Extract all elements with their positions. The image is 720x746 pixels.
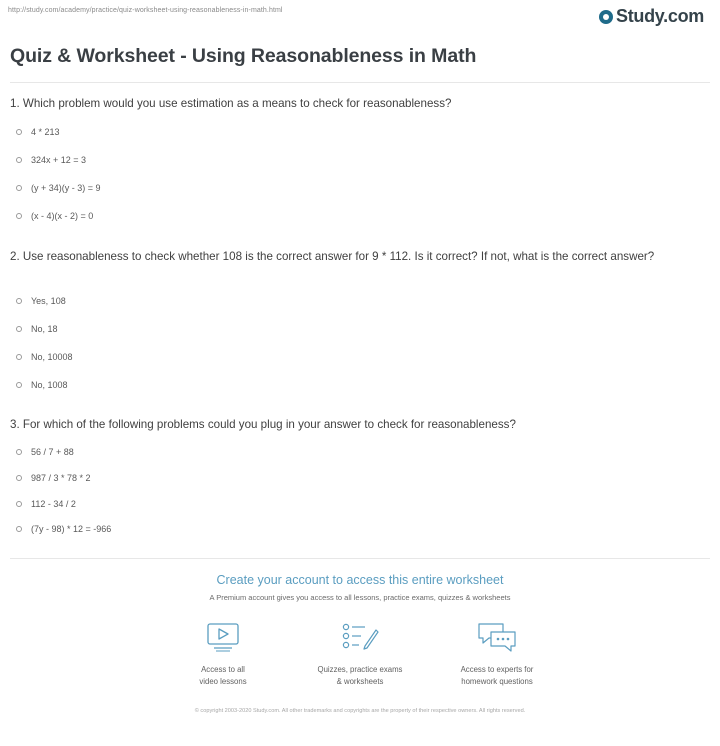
question-1-option-3[interactable]: [16, 182, 101, 194]
question-3-option-3[interactable]: [16, 498, 76, 510]
question-1-text: 1. Which problem would you use estimation as a means to check for reasonableness?: [10, 97, 452, 110]
option-label: (7y - 98) * 12 = -966: [31, 524, 112, 534]
question-2-text: 2. Use reasonableness to check whether 108 is the correct answer for 9 * 112. Is it correct? If not, what is the correct answer?: [10, 250, 655, 263]
radio-button-icon[interactable]: [16, 298, 22, 304]
radio-button-icon[interactable]: [16, 157, 22, 163]
title-divider: [10, 82, 710, 83]
logo-icon: [599, 10, 613, 24]
option-label: 56 / 7 + 88: [31, 447, 74, 457]
source-url: http://study.com/academy/practice/quiz-worksheet-using-reasonableness-in-math.html: [8, 7, 283, 14]
option-label: 4 * 213: [31, 127, 60, 137]
radio-button-icon[interactable]: [16, 354, 22, 360]
question-3-option-1[interactable]: [16, 446, 74, 458]
cta-subtitle: A Premium account gives you access to all lessons, practice exams, quizzes & worksheets: [209, 593, 511, 602]
option-label: No, 10008: [31, 352, 73, 362]
question-1-option-2[interactable]: [16, 154, 86, 166]
option-label: 112 - 34 / 2: [31, 499, 76, 509]
question-2-option-3[interactable]: [16, 351, 73, 363]
feature-quizzes: [305, 622, 415, 688]
option-label: Yes, 108: [31, 296, 66, 306]
option-label: (y + 34)(y - 3) = 9: [31, 183, 101, 193]
question-2-option-2[interactable]: [16, 323, 58, 335]
radio-button-icon[interactable]: [16, 382, 22, 388]
radio-button-icon[interactable]: [16, 501, 22, 507]
option-label: (x - 4)(x - 2) = 0: [31, 211, 94, 221]
option-label: No, 1008: [31, 380, 68, 390]
logo-text: Study.com: [616, 6, 704, 26]
radio-button-icon[interactable]: [16, 213, 22, 219]
radio-button-icon[interactable]: [16, 129, 22, 135]
option-label: No, 18: [31, 324, 58, 334]
question-2-option-4[interactable]: [16, 379, 68, 391]
option-label: 987 / 3 * 78 * 2: [31, 473, 91, 483]
radio-button-icon[interactable]: [16, 326, 22, 332]
cta-divider: [10, 558, 710, 559]
question-3-option-2[interactable]: [16, 472, 91, 484]
study-logo[interactable]: [599, 6, 704, 27]
question-2-option-1[interactable]: [16, 295, 66, 307]
radio-button-icon[interactable]: [16, 449, 22, 455]
feature-label: Quizzes, practice exams & worksheets: [317, 665, 403, 686]
checklist-icon: [341, 622, 379, 652]
option-label: 324x + 12 = 3: [31, 155, 87, 165]
page-title: Quiz & Worksheet - Using Reasonableness in Math: [10, 45, 477, 67]
radio-button-icon[interactable]: [16, 185, 22, 191]
cta-title[interactable]: Create your account to access this entire worksheet: [216, 573, 504, 587]
feature-video-lessons: [168, 622, 278, 688]
question-1-option-4[interactable]: [16, 210, 93, 222]
feature-experts: [442, 622, 552, 688]
question-3-option-4[interactable]: [16, 523, 111, 535]
question-1-option-1[interactable]: [16, 126, 60, 138]
chat-icon: [477, 622, 517, 652]
feature-label: Access to all video lessons: [199, 665, 247, 686]
radio-button-icon[interactable]: [16, 475, 22, 481]
radio-button-icon[interactable]: [16, 526, 22, 532]
video-icon: [206, 622, 240, 652]
question-3-text: 3. For which of the following problems could you plug in your answer to check for reasonableness?: [10, 418, 516, 431]
feature-label: Access to experts for homework questions: [460, 665, 534, 686]
copyright-footer: © copyright 2003-2020 Study.com. All other trademarks and copyrights are the property of their respective owners. All rights reserved.: [194, 708, 526, 714]
